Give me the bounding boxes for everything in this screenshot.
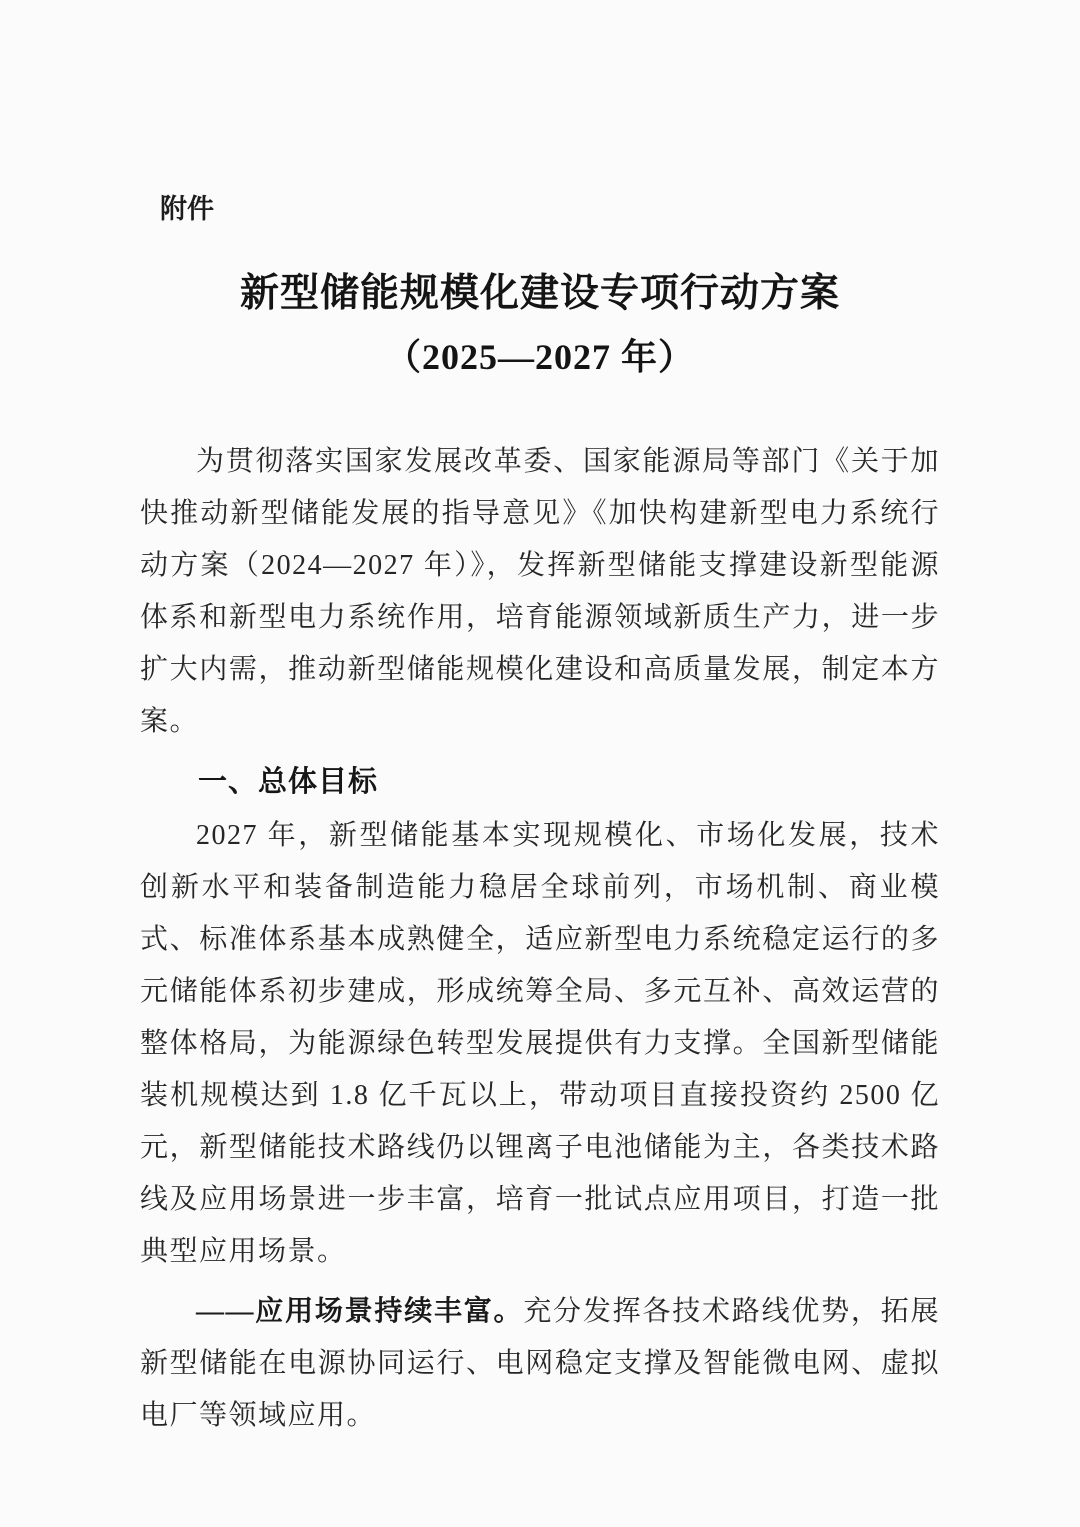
section-heading: 一、总体目标 — [198, 766, 379, 798]
document-title: 新型储能规模化建设专项行动方案 — [239, 272, 840, 315]
document-subtitle: （2025—2027 年） — [384, 337, 695, 377]
document-body — [140, 436, 940, 1442]
intro-paragraph: 为贯彻落实国家发展改革委、国家能源局等部门《关于加快推动新型储能发展的指导意见》《加快构建新型电力系统行动方案（2024—2027 年）》，发挥新型储能支撑建设新型能源体系和新型电力系统作用，培育能源领域新质生产力，进一步扩大内需，推动新型储能规模化建设和高质量发展，制定本方案。 — [140, 446, 940, 737]
bullet-paragraph — [140, 1286, 940, 1442]
bullet-lead: ——应用场景持续丰富。 — [196, 1296, 524, 1327]
bullet-text: 充分发挥各技术路线优势，拓展新型储能在电源协同运行、电网稳定支撑及智能微电网、虚拟电厂等领域应用。 — [140, 1296, 940, 1431]
attachment-label: 附件 — [160, 194, 214, 224]
section-paragraph: 2027 年，新型储能基本实现规模化、市场化发展，技术创新水平和装备制造能力稳居全球前列，市场机制、商业模式、标准体系基本成熟健全，适应新型电力系统稳定运行的多元储能体系初步建成，形成统筹全局、多元互补、高效运营的整体格局，为能源绿色转型发展提供有力支撑。全国新型储能装机规模达到 1.8 亿千瓦以上，带动项目直接投资约 2500 亿元，新型储能技术路线仍以锂离子电池储能为主，各类技术路线及应用场景进一步丰富，培育一批试点应用项目，打造一批典型应用场景。 — [140, 820, 940, 1267]
